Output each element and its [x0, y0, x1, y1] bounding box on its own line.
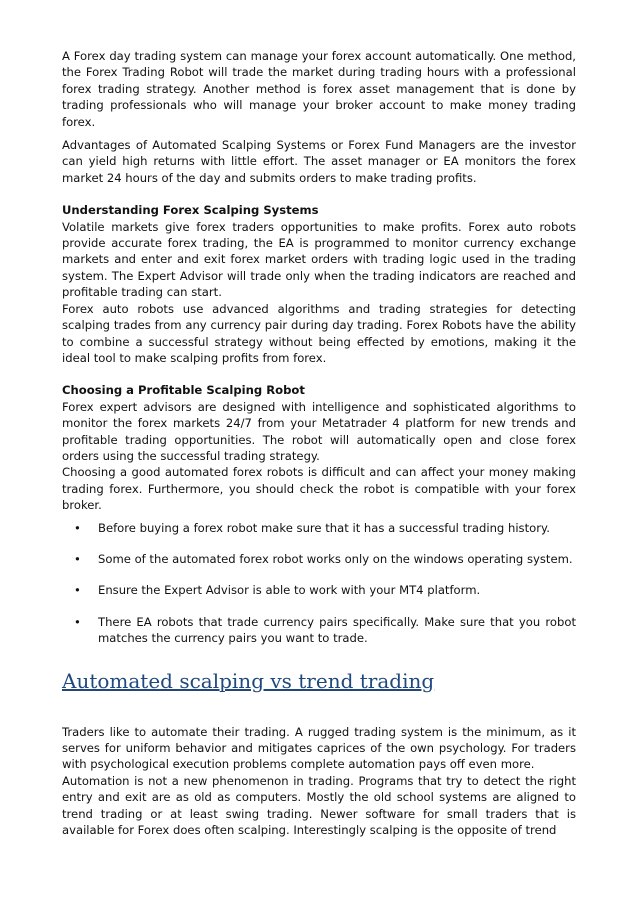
- list-item-text: Ensure the Expert Advisor is able to work with your MT4 platform.: [98, 583, 481, 598]
- scalping-systems-paragraph-1: Volatile markets give forex traders opportunities to make profits. Forex auto robots provide accurate forex trading, the EA is programmed to monitor currency exchange markets and enter and exit forex market orders with trading logic used in the trading system. The Expert Advisor will trade only when the trading indicators are reached and profitable trading can start.: [62, 219, 576, 300]
- bullet-icon: •: [74, 520, 81, 535]
- intro-paragraph-2: Advantages of Automated Scalping Systems or Forex Fund Managers are the investor can yield high returns with little effort. The asset manager or EA monitors the forex market 24 hours of the day and submits orders to make trading profits.: [62, 138, 576, 185]
- list-item-text: Before buying a forex robot make sure that it has a successful trading history.: [98, 520, 550, 535]
- scalping-robot-paragraph-1: Forex expert advisors are designed with intelligence and sophisticated algorithms to monitor the forex markets 24/7 from your Metatrader 4 platform for new trends and profitable trading opportunities. The robot will automatically open and close forex orders using the successful trading strategy.: [62, 399, 576, 463]
- bullet-icon: •: [74, 614, 81, 629]
- bullet-icon: •: [74, 583, 81, 598]
- list-item-text: Some of the automated forex robot works only on the windows operating system.: [98, 551, 573, 566]
- section-heading-scalping-systems: Understanding Forex Scalping Systems: [62, 203, 319, 218]
- list-item: [74, 582, 576, 598]
- robot-checklist: [62, 520, 576, 647]
- list-item: [74, 520, 576, 536]
- section-title-scalping-vs-trend: Automated scalping vs trend trading: [62, 668, 435, 693]
- list-item: [74, 614, 576, 647]
- bullet-icon: •: [74, 551, 81, 566]
- intro-paragraph-1: A Forex day trading system can manage your forex account automatically. One method, the Forex Trading Robot will trade the market during trading hours with a professional forex trading strategy. Another method is forex asset management that is done by trading professionals who will manage your broker account to make money trading forex.: [62, 49, 576, 129]
- list-item: [74, 551, 576, 567]
- scalping-robot-paragraph-2: Choosing a good automated forex robots is difficult and can affect your money making trading forex. Furthermore, you should check the robot is compatible with your forex broker.: [62, 465, 576, 513]
- list-item-text: There EA robots that trade currency pairs specifically. Make sure that you robot matches the currency pairs you want to trade.: [98, 614, 576, 646]
- section-heading-scalping-robot: Choosing a Profitable Scalping Robot: [62, 383, 305, 398]
- scalping-systems-paragraph-2: Forex auto robots use advanced algorithms and trading strategies for detecting scalping trades from any currency pair during day trading. Forex Robots have the ability to combine a successful strategy without being effected by emotions, making it the ideal tool to make scalping profits from forex.: [62, 301, 576, 365]
- scalping-vs-trend-paragraph-2: Automation is not a new phenomenon in trading. Programs that try to detect the right entry and exit are as old as computers. Mostly the old school systems are aligned to trend trading or at least swing trading. Newer software for small traders that is available for Forex does often scalping. Interestingly scalping is the opposite of trend: [62, 773, 576, 838]
- scalping-vs-trend-paragraph-1: Traders like to automate their trading. A rugged trading system is the minimum, as it serves for uniform behavior and mitigates caprices of the own psychology. For traders with psychological execution problems complete automation pays off even more.: [62, 724, 576, 772]
